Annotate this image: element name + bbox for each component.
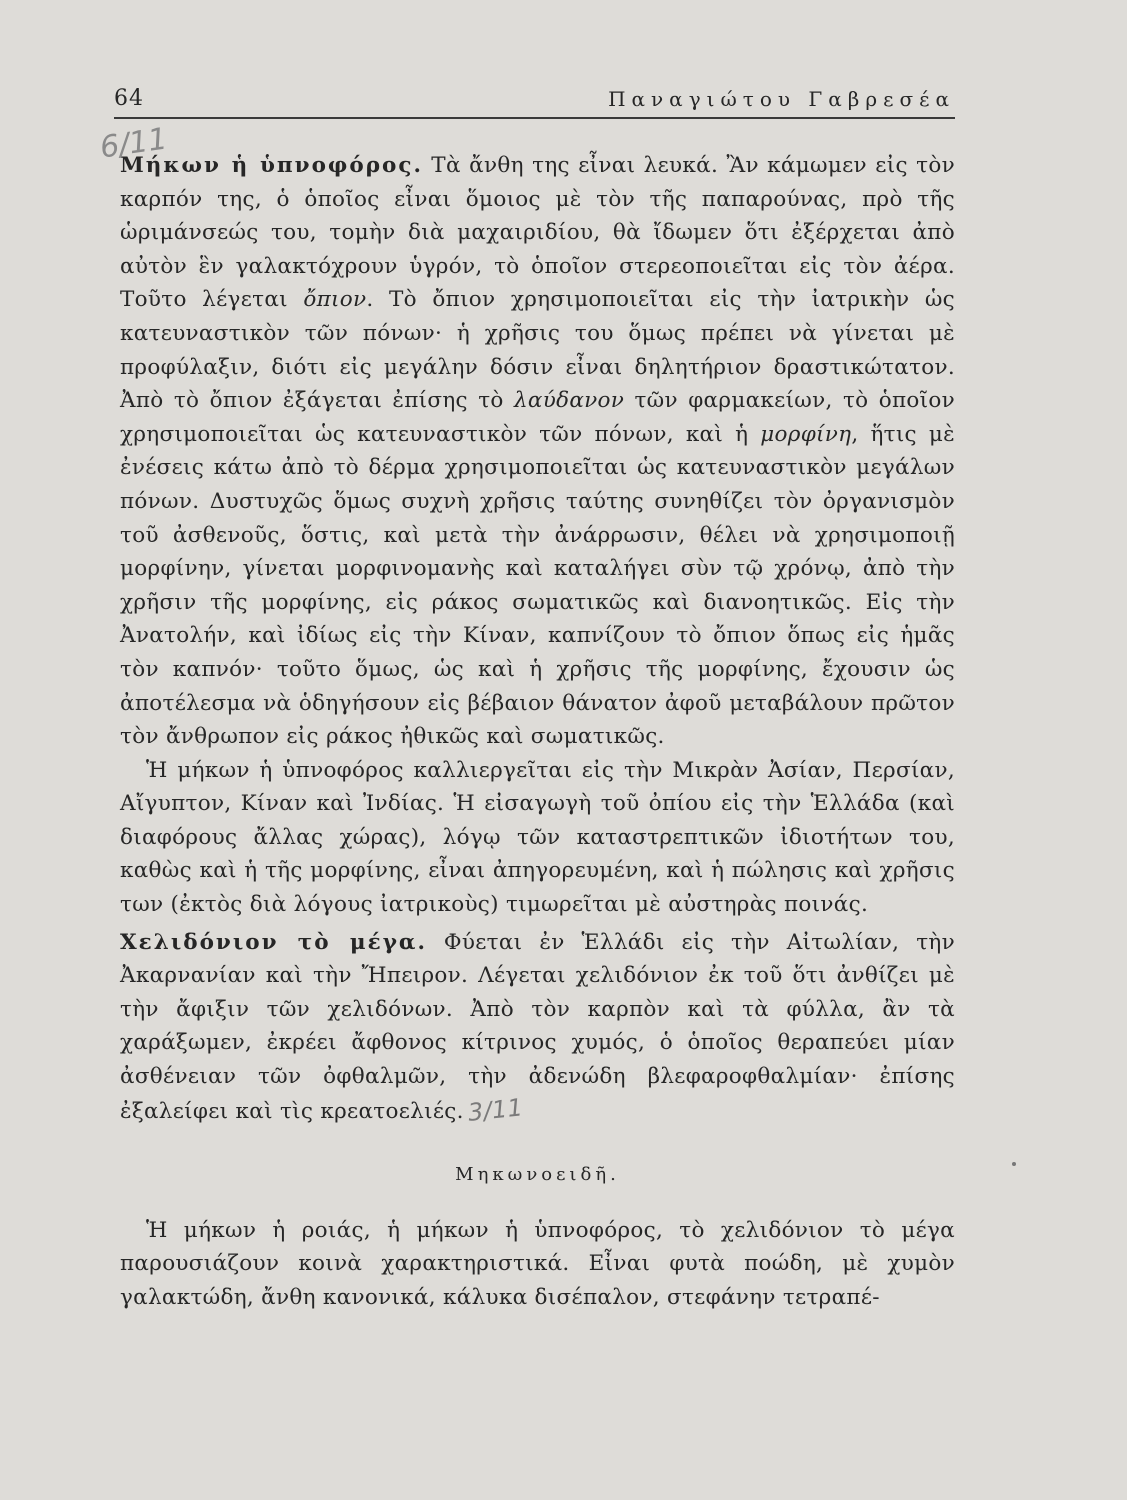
italic-term: μορφίνη [760, 421, 852, 447]
paragraph-chelidonion [120, 926, 955, 1129]
term-mekon: Μήκων ἡ ὑπνοφόρος. [120, 153, 423, 178]
text-segment: Φύεται ἐν Ἑλλάδι εἰς τὴν Αἰτωλίαν, τὴν Ἀκαρνανίαν καὶ τὴν Ἤπειρον. Λέγεται χελιδόνιον ἐκ τοῦ ὅτι ἀνθίζει μὲ τὴν ἄφιξιν τῶν χελιδόνων. Ἀπὸ τὸν καρπὸν καὶ τὰ φύλλα, ἂν τὰ χαράξωμεν, ἐκρέει ἄφθονος κίτρινος χυμός, ὁ ὁποῖος θεραπεύει μίαν ἀσθένειαν τῶν ὀφθαλμῶν, τὴν ἀδενώδη βλεφαροφθαλμίαν· ἐπίσης ἐξαλείφει καὶ τὶς κρεατοελιές. [120, 929, 955, 1124]
text-segment: Τὰ ἄνθη της εἶναι λευκά. Ἂν κάμωμεν εἰς τὸν καρπόν της, ὁ ὁποῖος εἶναι ὅμοιος μὲ τὸν τῆς παπαρούνας, πρὸ τῆς ὡριμάνσεώς του, τομὴν διὰ μαχαιριδίου, θὰ ἴδωμεν ὅτι ἐξέρχεται ἀπὸ αὐτὸν ἓν γαλακτόχρουν ὑγρόν, τὸ ὁποῖον στερεοποιεῖται εἰς τὸν ἀέρα. Τοῦτο λέγεται [120, 153, 955, 313]
section-heading: Μηκωνοειδῆ. [455, 1164, 620, 1186]
paragraph-mekon [120, 149, 955, 754]
page-header [114, 86, 955, 119]
text-segment: . Τὸ ὄπιον χρησιμοποιεῖται εἰς τὴν ἰατρικὴν ὡς κατευναστικὸν τῶν πόνων· ἡ χρῆσις του ὅμως πρέπει νὰ γίνεται μὲ προφύλαξιν, διότι εἰς μεγάλην δόσιν εἶναι δηλητήριον δραστικώτατον. Ἀπὸ τὸ ὄπιον ἐξάγεται ἐπίσης τὸ [120, 287, 955, 414]
term-chelidonion: Χελιδόνιον τὸ μέγα. [120, 929, 427, 955]
paragraph-cultivation: Ἡ μήκων ἡ ὑπνοφόρος καλλιεργεῖται εἰς τὴν Μικρὰν Ἀσίαν, Περσίαν, Αἴγυπτον, Κίναν καὶ Ἰνδίας. Ἡ εἰσαγωγὴ τοῦ ὀπίου εἰς τὴν Ἑλλάδα (καὶ διαφόρους ἄλλας χώρας), λόγῳ τῶν καταστρεπτικῶν ἰδιοτήτων του, καθὼς καὶ ἡ τῆς μορφίνης, εἶναι ἀπηγορευμένη, καὶ ἡ πώλησις καὶ χρῆσις των (ἐκτὸς διὰ λόγους ἰατρικοὺς) τιμωρεῖται μὲ αὐστηρὰς ποινάς. [120, 757, 955, 918]
pencil-annotation-end: 3/11 [466, 1092, 525, 1127]
italic-term: ὄπιον [303, 287, 367, 313]
paragraph-mekonoeide: Ἡ μήκων ἡ ροιάς, ἡ μήκων ἡ ὑπνοφόρος, τὸ χελιδόνιον τὸ μέγα παρουσιάζουν κοινὰ χαρακτηριστικά. Εἶναι φυτὰ ποώδη, μὲ χυμὸν γαλακτώδη, ἄνθη κανονικά, κάλυκα δισέπαλον, στεφάνην τετραπέ- [120, 1217, 955, 1310]
text-segment: τῶν φαρμακείων, τὸ ὁποῖον χρησιμοποιεῖται ὡς κατευναστικὸν τῶν πόνων, καὶ ἡ [120, 388, 955, 447]
page-number: 64 [114, 86, 144, 111]
body-text [120, 149, 955, 1315]
text-segment: , ἥτις μὲ ἐνέσεις κάτω ἀπὸ τὸ δέρμα χρησιμοποιεῖται ὡς κατευναστικὸν μεγάλων πόνων. Δυστυχῶς ὅμως συχνὴ χρῆσις ταύτης συνηθίζει τὸν ὀργανισμὸν τοῦ ἀσθενοῦς, ὅστις, καὶ μετὰ τὴν ἀνάρρωσιν, θέλει νὰ χρησιμοποιῇ μορφίνην, γίνεται μορφινομανὴς καὶ καταλήγει σὺν τῷ χρόνῳ, ἀπὸ τὴν χρῆσιν τῆς μορφίνης, εἰς ράκος σωματικῶς καὶ διανοητικῶς. Εἰς τὴν Ἀνατολήν, καὶ ἰδίως εἰς τὴν Κίναν, καπνίζουν τὸ ὄπιον ὅπως εἰς ἡμᾶς τὸν καπνόν· τοῦτο ὅμως, ὡς καὶ ἡ χρῆσις τῆς μορφίνης, ἔχουσιν ὡς ἀποτέλεσμα νὰ ὁδηγήσουν εἰς βέβαιον θάνατον ἀφοῦ μεταβάλουν πρῶτον τὸν ἄνθρωπον εἰς ράκος ἠθικῶς καὶ σωματικῶς. [120, 421, 955, 750]
pencil-annotation-top: 6/11 [97, 121, 170, 166]
italic-term: λαύδανον [513, 388, 625, 414]
running-head: Παναγιώτου Γαβρεσέα [608, 87, 955, 111]
speck [1012, 1162, 1016, 1166]
